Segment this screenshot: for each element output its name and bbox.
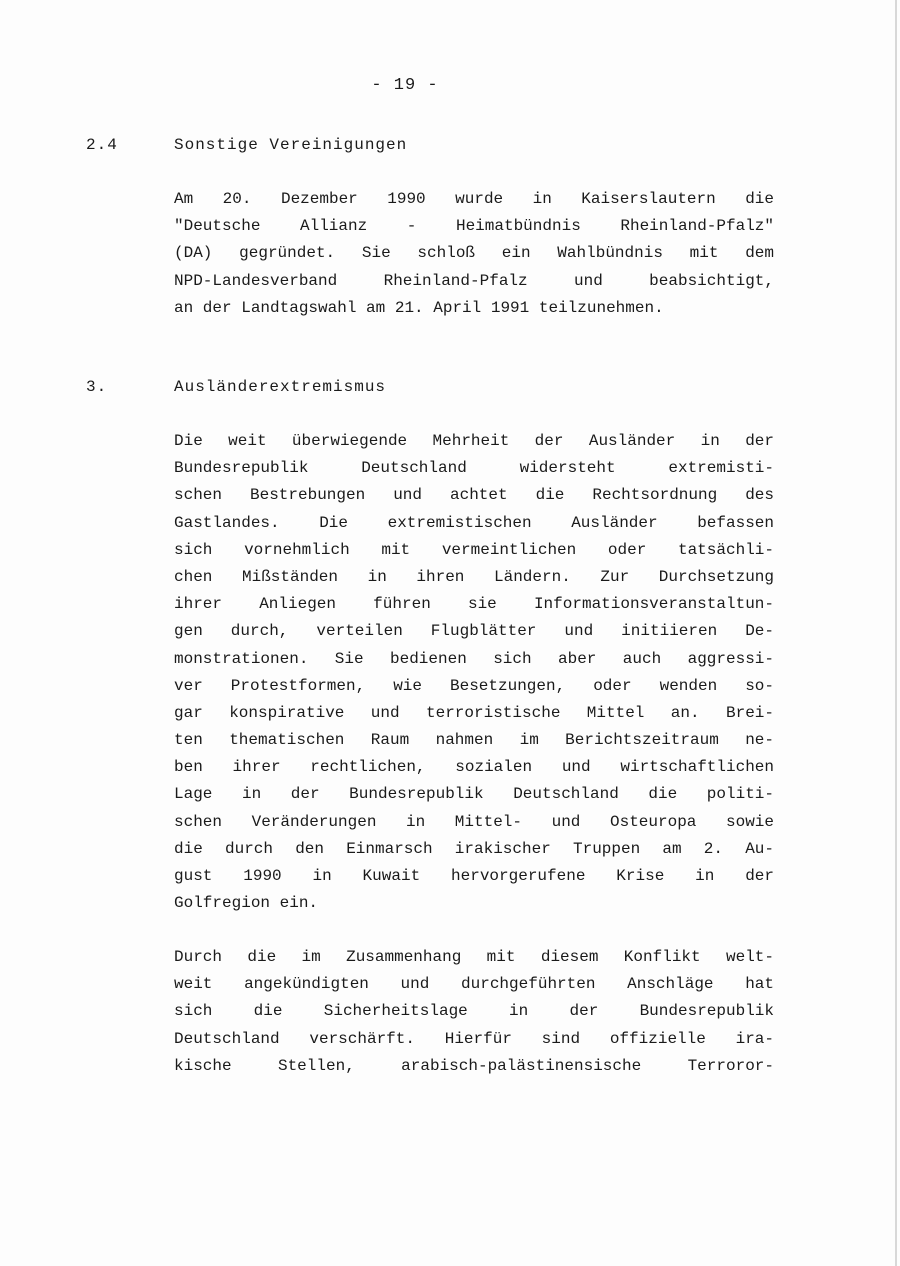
text-line: sich die Sicherheitslage in der Bundesrepublik [174, 1002, 774, 1021]
text-line: Durch die im Zusammenhang mit diesem Konflikt welt- [174, 948, 774, 966]
text-line: Golfregion ein. [174, 894, 319, 913]
text-line: die durch den Einmarsch irakischer Truppen am 2. Au- [174, 839, 774, 858]
text-line: Bundesrepublik Deutschland widersteht extremisti- [174, 459, 774, 478]
page-number: - 19 - [371, 76, 439, 95]
text-line: chen Mißständen in ihren Ländern. Zur Durchsetzung [174, 567, 774, 586]
text-line: ihrer Anliegen führen sie Informationsveranstaltun- [174, 595, 774, 614]
text-line: (DA) gegründet. Sie schloß ein Wahlbündnis mit dem [174, 244, 774, 263]
text-line: Gastlandes. Die extremistischen Ausländer befassen [174, 513, 774, 532]
text-line: ver Protestformen, wie Besetzungen, oder wenden so- [174, 676, 774, 695]
text-line: NPD-Landesverband Rheinland-Pfalz und beabsichtigt, [174, 271, 774, 290]
section-number-2-4: 2.4 [86, 136, 118, 154]
section-number-3: 3. [86, 378, 108, 396]
text-line: kische Stellen, arabisch-palästinensische Terroror- [174, 1056, 774, 1075]
text-line: "Deutsche Allianz - Heimatbündnis Rheinland-Pfalz" [174, 217, 774, 236]
paragraph-sonstige-vereinigungen [174, 186, 774, 322]
text-line: Am 20. Dezember 1990 wurde in Kaiserslautern die [174, 190, 774, 208]
text-line: Die weit überwiegende Mehrheit der Ausländer in der [174, 432, 774, 450]
text-line: weit angekündigten und durchgeführten Anschläge hat [174, 975, 774, 994]
text-line: ten thematischen Raum nahmen im Berichtszeitraum ne- [174, 731, 774, 750]
text-line: schen Bestrebungen und achtet die Rechtsordnung des [174, 486, 774, 505]
text-line: gust 1990 in Kuwait hervorgerufene Krise in der [174, 867, 774, 885]
text-line: Lage in der Bundesrepublik Deutschland die politi- [174, 785, 774, 804]
text-line: Deutschland verschärft. Hierfür sind offizielle ira- [174, 1029, 774, 1048]
text-line: sich vornehmlich mit vermeintlichen oder tatsächli- [174, 540, 774, 559]
text-line: an der Landtagswahl am 21. April 1991 teilzunehmen. [174, 298, 664, 317]
text-line: gen durch, verteilen Flugblätter und initiieren De- [174, 622, 774, 641]
section-title-sonstige-vereinigungen: Sonstige Vereinigungen [174, 136, 408, 154]
text-line: ben ihrer rechtlichen, sozialen und wirtschaftlichen [174, 758, 774, 777]
paragraph-auslaenderextremismus-1 [174, 428, 774, 917]
section-title-auslaenderextremismus: Ausländerextremismus [174, 378, 387, 396]
paragraph-auslaenderextremismus-2 [174, 944, 774, 1080]
text-line: monstrationen. Sie bedienen sich aber auch aggressi- [174, 649, 774, 668]
text-line: gar konspirative und terroristische Mittel an. Brei- [174, 703, 774, 722]
page-edge-shadow [895, 0, 897, 1266]
text-line: schen Veränderungen in Mittel- und Osteuropa sowie [174, 812, 774, 831]
